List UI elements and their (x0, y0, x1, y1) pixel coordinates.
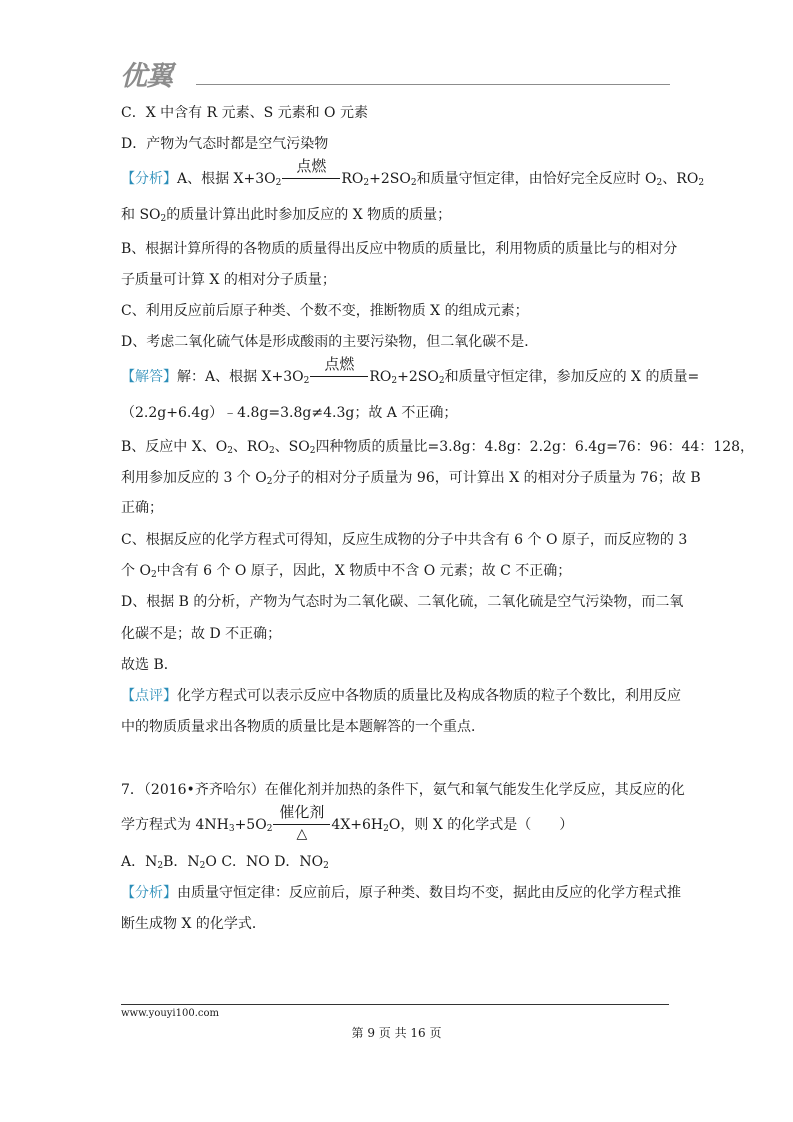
subscript: 2 (698, 178, 705, 188)
answer-line-4 (121, 469, 701, 491)
answer-line-8: D、根据 B 的分析，产物为气态时为二氧化碳、二氧化硫，二氧化硫是空气污染物，而二氧 (121, 594, 684, 610)
page-number: 第 9 页 共 16 页 (351, 1026, 442, 1040)
text: 和质量守恒定律，由恰好完全反应时 O (416, 171, 657, 187)
answer-line-3 (121, 438, 755, 460)
text: +2SO (397, 369, 439, 385)
text: 、RO (662, 171, 699, 187)
text: 四种物质的质量比=3.8g：4.8g：2.2g：6.4g=76：96：44：128， (315, 439, 755, 455)
subscript: 2 (275, 178, 282, 188)
text: 利用参加反应的 3 个 O (121, 470, 267, 486)
answer-line-9: 化碳不是；故 D 不正确； (121, 626, 282, 642)
text: B、反应中 X、O (121, 439, 228, 455)
subscript: 2 (323, 861, 329, 871)
condition: 催化剂 (279, 803, 325, 821)
answer-line-7 (121, 562, 681, 584)
comment-tag: 【点评】 (121, 688, 177, 704)
reaction-arrow (282, 157, 340, 183)
text: +5O (234, 817, 267, 833)
answer-line-1 (121, 355, 700, 390)
text: 个 O (121, 563, 151, 579)
analysis-line-2 (121, 206, 681, 228)
question-7-line-2 (121, 803, 681, 842)
option-c: C．X 中含有 R 元素、S 元素和 O 元素 (121, 105, 368, 121)
analysis-line-6: D、考虑二氧化硫气体是形成酸雨的主要污染物，但二氧化碳不是． (121, 334, 539, 350)
answer-line-5: 正确； (121, 500, 163, 516)
subscript: 2 (150, 570, 157, 580)
subscript: 2 (266, 824, 273, 834)
subscript: 2 (268, 446, 275, 456)
analysis-line-3: B、根据计算所得的各物质的质量得出反应中物质的质量比，利用物质的质量比与的相对分 (121, 241, 678, 257)
subscript: 2 (363, 178, 370, 188)
text: 的质量计算出此时参加反应的 X 物质的质量； (166, 207, 452, 223)
subscript: 2 (266, 477, 273, 487)
condition: 点燃 (324, 355, 355, 373)
comment-line-2: 中的物质质量求出各物质的质量比是本题解答的一个重点． (121, 719, 485, 735)
condition-heat: △ (296, 826, 308, 842)
footer-url: www.youyi100.com (121, 1008, 219, 1019)
text: O C．NO D．NO (205, 854, 324, 870)
text: A、根据 X+3O (177, 171, 276, 187)
text: A．N (121, 854, 158, 870)
reaction-arrow (310, 355, 368, 381)
logo: 优翼 (120, 61, 172, 92)
answer-line-10: 故选 B． (121, 657, 178, 673)
analysis-line-5: C、利用反应前后原子种类、个数不变，推断物质 X 的组成元素； (121, 303, 529, 319)
text: 学方程式为 4NH (121, 817, 229, 833)
subscript: 2 (410, 178, 417, 188)
footer-rule (121, 1004, 669, 1005)
subscript: 2 (656, 178, 663, 188)
text: 分子的相对分子质量为 96，可计算出 X 的相对分子质量为 76；故 B (272, 470, 701, 486)
text: 、RO (232, 439, 269, 455)
subscript: 2 (199, 861, 206, 871)
subscript: 2 (391, 376, 398, 386)
text: RO (369, 369, 392, 385)
header-rule (196, 84, 670, 85)
subscript: 2 (227, 446, 233, 456)
text: 解：A、根据 X+3O (177, 369, 304, 385)
text: O，则 X 的化学式是（ ） (388, 817, 574, 833)
answer-line-6: C、根据反应的化学方程式可得知，反应生成物的分子中共含有 6 个 O 原子，而反应物的 3 (121, 532, 688, 548)
text: 和 SO (121, 207, 161, 223)
text: B．N (163, 854, 200, 870)
q7-analysis-line-2: 断生成物 X 的化学式． (121, 916, 266, 932)
text: 化学方程式可以表示反应中各物质的质量比及构成各物质的粒子个数比，利用反应 (177, 688, 681, 704)
text: +2SO (369, 171, 411, 187)
analysis-line-1 (121, 157, 705, 192)
question-7-line-1: 7．（2016•齐齐哈尔）在催化剂并加热的条件下，氨气和氧气能发生化学反应，其反应的化 (121, 782, 685, 798)
reaction-arrow (273, 803, 330, 842)
subscript: 2 (157, 861, 164, 871)
subscript: 2 (383, 824, 389, 834)
subscript: 2 (160, 214, 167, 224)
answer-tag: 【解答】 (121, 369, 177, 385)
condition: 点燃 (296, 157, 327, 175)
text: 由质量守恒定律：反应前后，原子种类、数目均不变，据此由反应的化学方程式推 (177, 885, 681, 901)
text: RO (341, 171, 364, 187)
text: 中含有 6 个 O 原子，因此，X 物质中不含 O 元素；故 C 不正确； (156, 563, 572, 579)
subscript: 2 (309, 446, 316, 456)
analysis-tag: 【分析】 (121, 885, 177, 901)
text: 、SO (274, 439, 310, 455)
comment-line-1 (121, 687, 681, 705)
analysis-tag: 【分析】 (121, 171, 177, 187)
question-7-options (121, 853, 681, 875)
subscript: 2 (438, 376, 445, 386)
text: 4X+6H (331, 817, 384, 833)
q7-analysis-line-1 (121, 884, 681, 902)
subscript: 2 (303, 376, 310, 386)
answer-line-2: （2.2g+6.4g）﹣4.8g=3.8g≠4.3g；故 A 不正确； (121, 405, 458, 421)
text: 和质量守恒定律，参加反应的 X 的质量= (444, 369, 700, 385)
option-d: D．产物为气态时都是空气污染物 (121, 136, 329, 152)
analysis-line-4: 子质量可计算 X 的相对分子质量； (121, 272, 336, 288)
subscript: 3 (228, 824, 235, 834)
